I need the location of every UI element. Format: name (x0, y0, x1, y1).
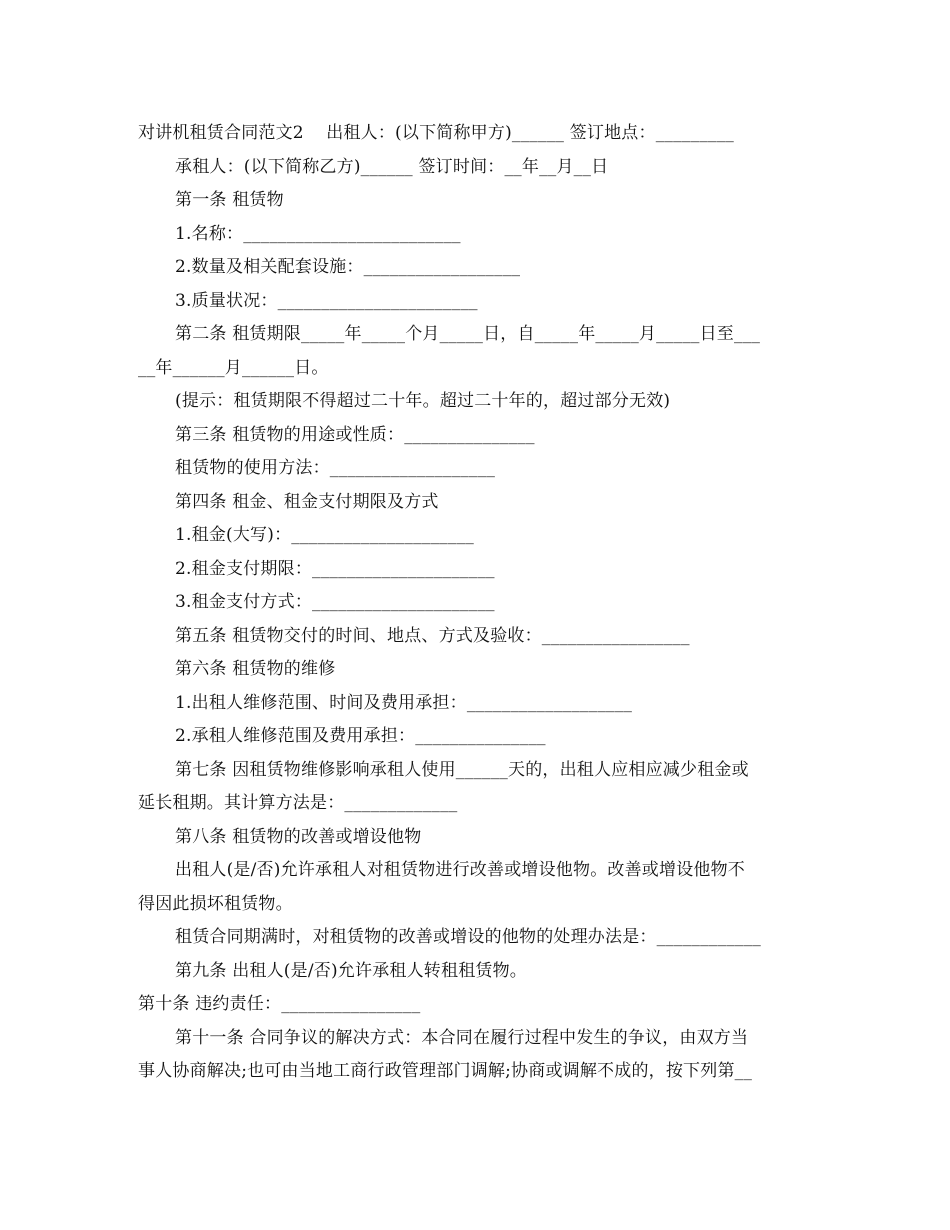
doc-line-expiry: 租赁合同期满时，对租赁物的改善或增设的他物的处理办法是：____________ (175, 927, 761, 947)
doc-line-article-8: 第八条 租赁物的改善或增设他物 (175, 826, 422, 847)
doc-line-lessor-repair: 1.出租人维修范围、时间及费用承担：___________________ (175, 692, 633, 713)
doc-line-article-5: 第五条 租赁物交付的时间、地点、方式及验收：_________________ (175, 625, 690, 646)
doc-line-rent-amount: 1.租金(大写)：_____________________ (175, 525, 474, 545)
doc-line-article-2: 第二条 租赁期限_____年_____个月_____日，自_____年_____月_____日至___ (175, 324, 761, 344)
doc-line-article-11: 第十一条 合同争议的解决方式：本合同在履行过程中发生的争议，由双方当 (175, 1027, 749, 1048)
doc-line-item-quantity: 2.数量及相关配套设施：__________________ (175, 257, 521, 277)
document-body (138, 117, 818, 1089)
doc-line-lessee: 承租人：(以下简称乙方)______ 签订时间：__年__月__日 (175, 156, 609, 177)
doc-line-article-6: 第六条 租赁物的维修 (175, 659, 336, 679)
doc-line-article-10: 第十条 违约责任：________________ (138, 994, 421, 1014)
doc-line-article-9: 第九条 出租人(是/否)允许承租人转租租赁物。 (175, 960, 527, 981)
doc-line-rent-method: 3.租金支付方式：_____________________ (175, 592, 495, 612)
doc-line-article-7-cont: 延长租期。其计算方法是：_____________ (138, 793, 458, 813)
doc-line-article-7: 第七条 因租赁物维修影响承租人使用______天的，出租人应相应减少租金或 (175, 759, 749, 780)
doc-line-article-4: 第四条 租金、租金支付期限及方式 (175, 491, 439, 512)
doc-line-improvement: 出租人(是/否)允许承租人对租赁物进行改善或增设他物。改善或增设他物不 (175, 860, 745, 880)
doc-line-article-3: 第三条 租赁物的用途或性质：_______________ (175, 424, 535, 445)
doc-line-hint: (提示：租赁期限不得超过二十年。超过二十年的，超过部分无效) (175, 391, 671, 411)
doc-line-item-quality: 3.质量状况：_______________________ (175, 290, 478, 311)
doc-line-article-1: 第一条 租赁物 (175, 190, 284, 210)
doc-line-lessee-repair: 2.承租人维修范围及费用承担：_______________ (175, 726, 546, 746)
doc-line-title: 对讲机租赁合同范文2 出租人：(以下简称甲方)______ 签订地点：_________ (138, 123, 734, 143)
doc-line-article-11-cont: 事人协商解决;也可由当地工商行政管理部门调解;协商或调解不成的，按下列第__ (138, 1061, 753, 1081)
doc-line-item-name: 1.名称：_________________________ (175, 223, 461, 244)
doc-line-usage-method: 租赁物的使用方法：___________________ (175, 458, 496, 478)
doc-line-improvement-cont: 得因此损坏租赁物。 (138, 893, 293, 914)
doc-line-article-2-cont: __年______月______日。 (138, 357, 329, 378)
doc-line-rent-term: 2.租金支付期限：_____________________ (175, 558, 495, 579)
